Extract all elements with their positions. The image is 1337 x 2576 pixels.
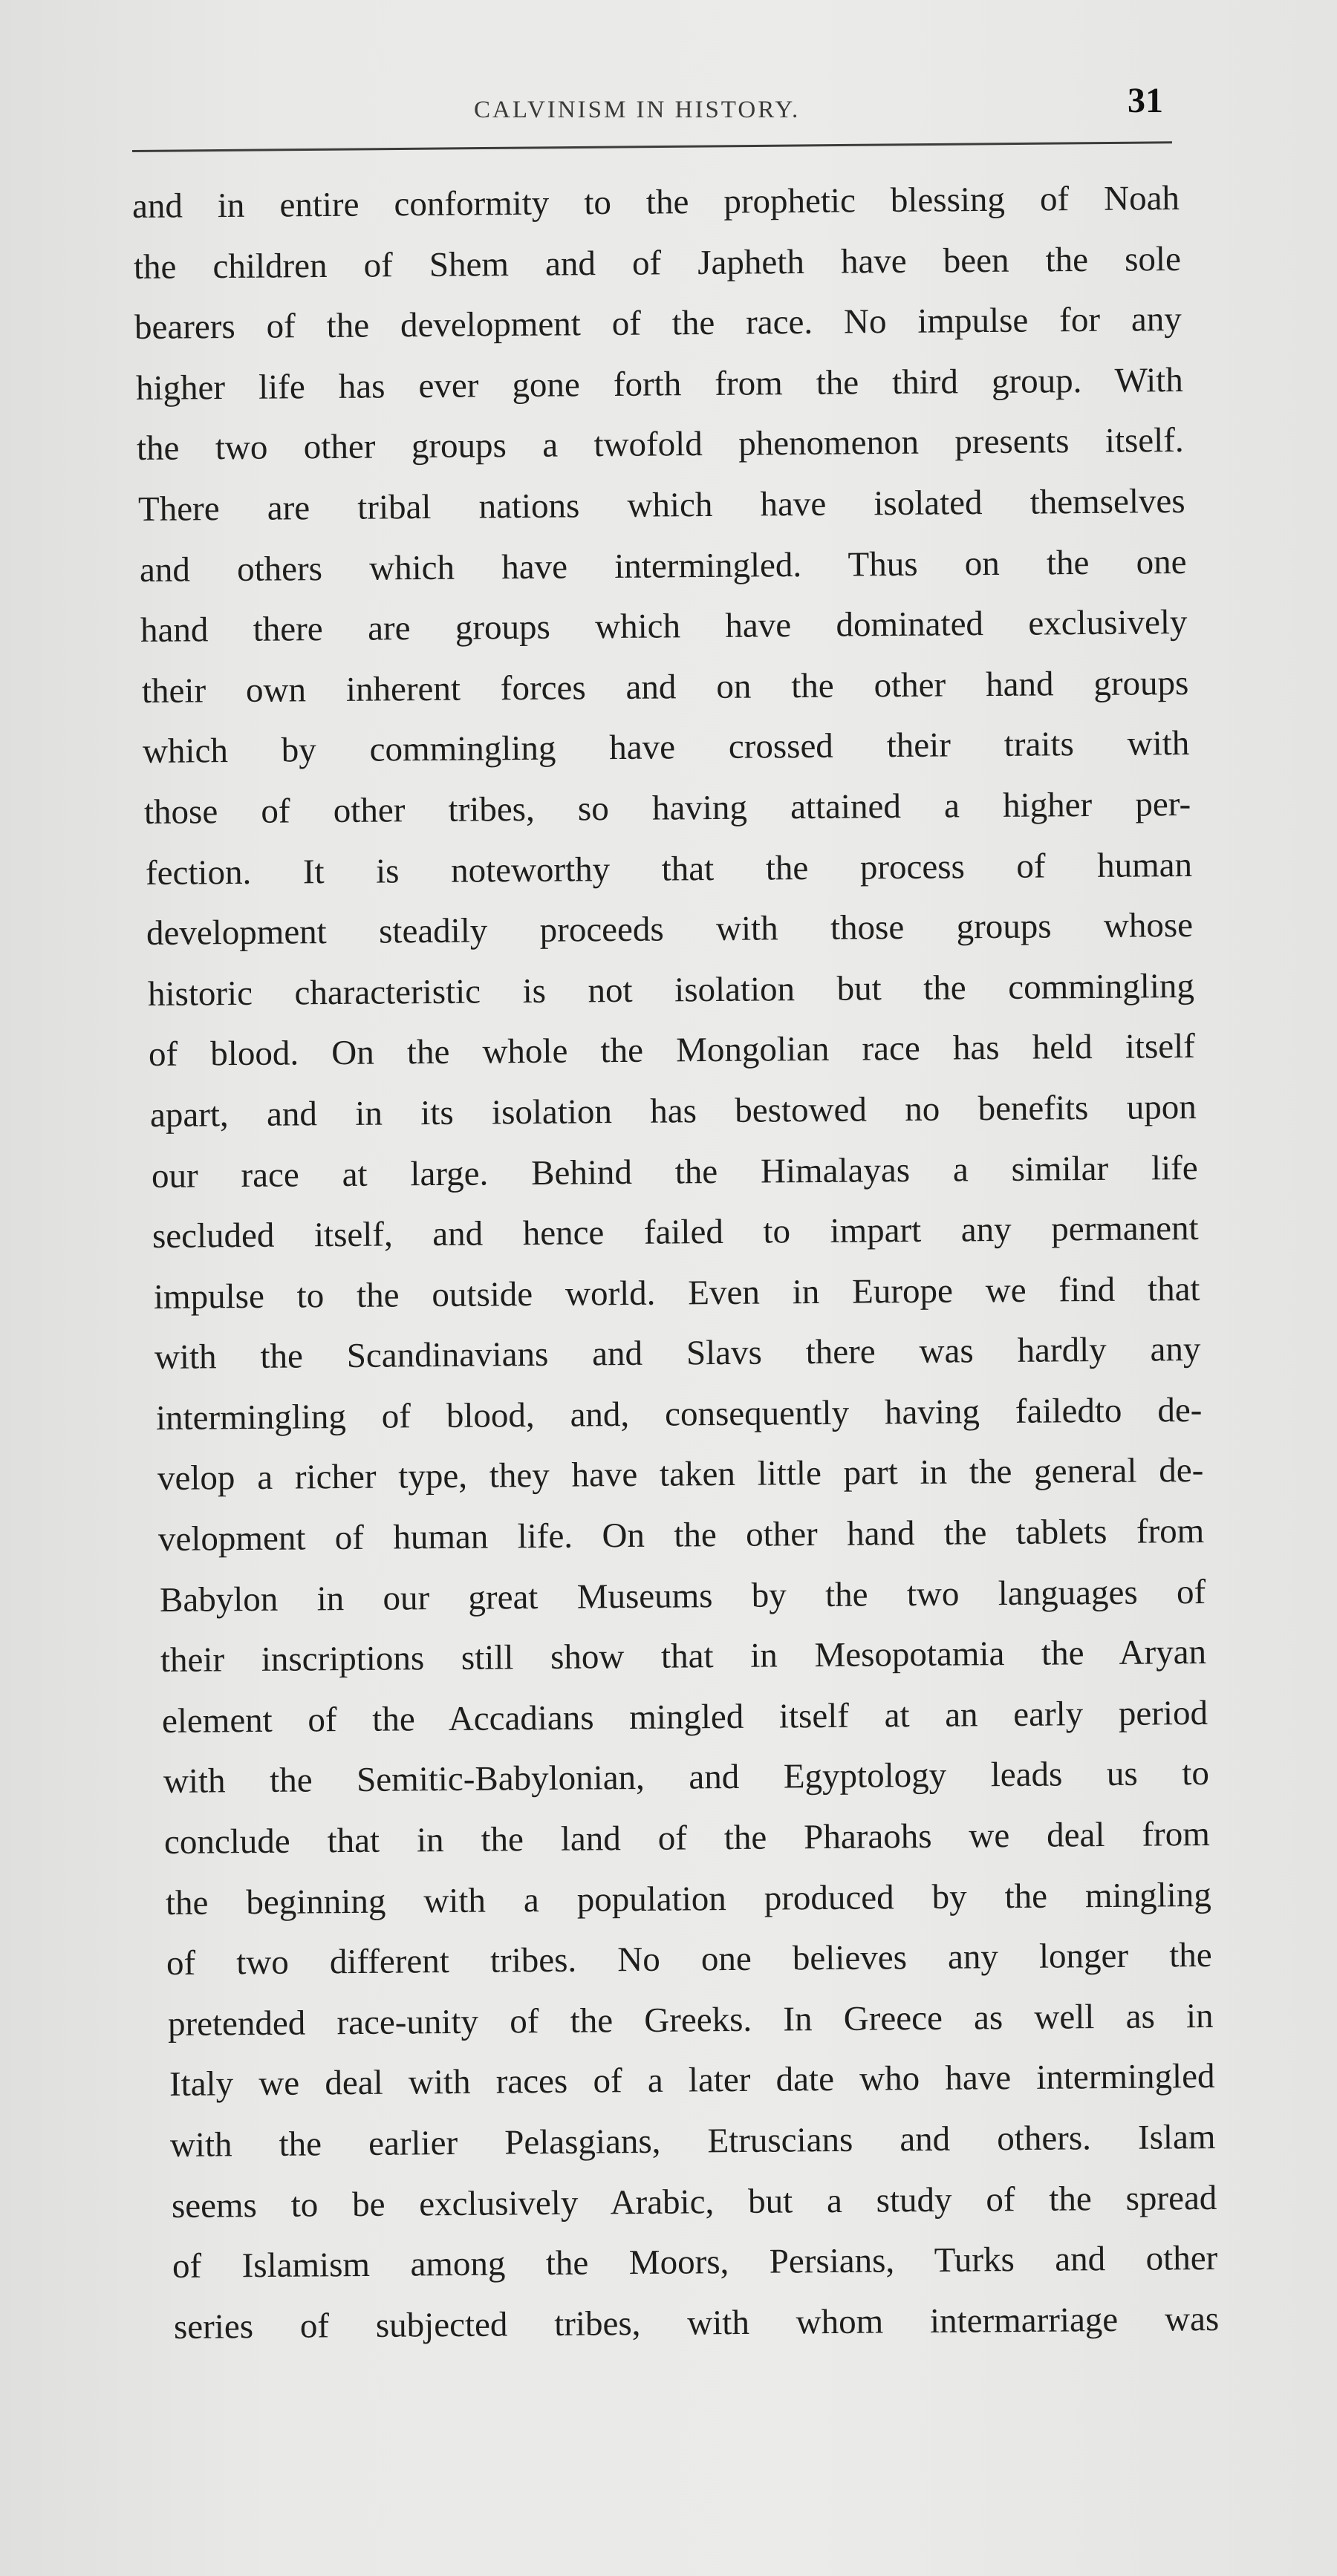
text-line: secluded itself, and hence failed to impart any permanent	[152, 1209, 1199, 1256]
text-line: those of other tribes, so having attained a higher per-	[143, 784, 1191, 832]
page-header	[132, 74, 1172, 156]
text-line: which by commingling have crossed their traits with	[143, 724, 1190, 772]
text-line: higher life has ever gone forth from the third group. With	[135, 360, 1183, 408]
text-line: of blood. On the whole the Mongolian race has held itself	[149, 1027, 1196, 1075]
text-line: series of subjected tribes, with whom intermarriage was	[173, 2299, 1220, 2347]
text-line: fection. It is noteworthy that the process of human	[145, 845, 1192, 893]
text-line: impulse to the outside world. Even in Europe we find that	[153, 1269, 1200, 1317]
text-line: of two different tribes. No one believes any longer the	[166, 1936, 1213, 1983]
text-line: of Islamism among the Moors, Persians, Turks and other	[172, 2239, 1218, 2286]
text-line: There are tribal nations which have isolated themselves	[137, 481, 1185, 529]
text-line: velopment of human life. On the other hand the tablets from	[157, 1512, 1205, 1559]
text-line: development steadily proceeds with those groups whose	[146, 906, 1194, 953]
text-line: with the Scandinavians and Slavs there was hardly any	[154, 1330, 1202, 1377]
text-line: Italy we deal with races of a later date who have intermingled	[169, 2057, 1215, 2104]
text-line: seems to be exclusively Arabic, but a study of the spread	[171, 2178, 1217, 2226]
text-line: element of the Accadians mingled itself at an early period	[161, 1693, 1208, 1741]
header-rule	[132, 141, 1172, 152]
page-number: 31	[1128, 81, 1163, 120]
text-line: apart, and in its isolation has bestowed no benefits upon	[149, 1087, 1197, 1135]
text-line: their inscriptions still show that in Mesopotamia the Aryan	[160, 1633, 1207, 1680]
text-line: historic characteristic is not isolation but the commingling	[147, 966, 1194, 1014]
running-head: CALVINISM IN HISTORY.	[474, 97, 801, 123]
text-line: the children of Shem and of Japheth have been the sole	[133, 239, 1181, 287]
text-line: velop a richer type, they have taken little part in the general de-	[157, 1451, 1204, 1499]
text-line: the beginning with a population produced by the mingling	[165, 1875, 1211, 1923]
text-line: the two other groups a twofold phenomenon presents itself.	[137, 421, 1185, 469]
text-line: Babylon in our great Museums by the two languages of	[159, 1572, 1206, 1620]
text-line: their own inherent forces and on the other hand groups	[141, 663, 1189, 711]
text-line: our race at large. Behind the Himalayas a similar life	[151, 1148, 1198, 1196]
text-line: intermingling of blood, and, consequently having failedto de-	[155, 1390, 1203, 1438]
text-line: with the Semitic-Babylonian, and Egyptology leads us to	[163, 1754, 1209, 1801]
body-text	[131, 177, 1220, 2358]
text-line: bearers of the development of the race. No impulse for any	[134, 300, 1183, 348]
text-line: with the earlier Pelasgians, Etruscians and others. Islam	[169, 2117, 1216, 2165]
text-line: and others which have intermingled. Thus on the one	[139, 542, 1187, 590]
text-line: conclude that in the land of the Pharaohs we deal from	[163, 1814, 1211, 1862]
text-line: pretended race-unity of the Greeks. In Greece as well as in	[167, 1996, 1214, 2044]
text-line: hand there are groups which have dominated exclusively	[140, 603, 1188, 650]
text-line: and in entire conformity to the prophetic blessing of Noah	[131, 178, 1180, 226]
